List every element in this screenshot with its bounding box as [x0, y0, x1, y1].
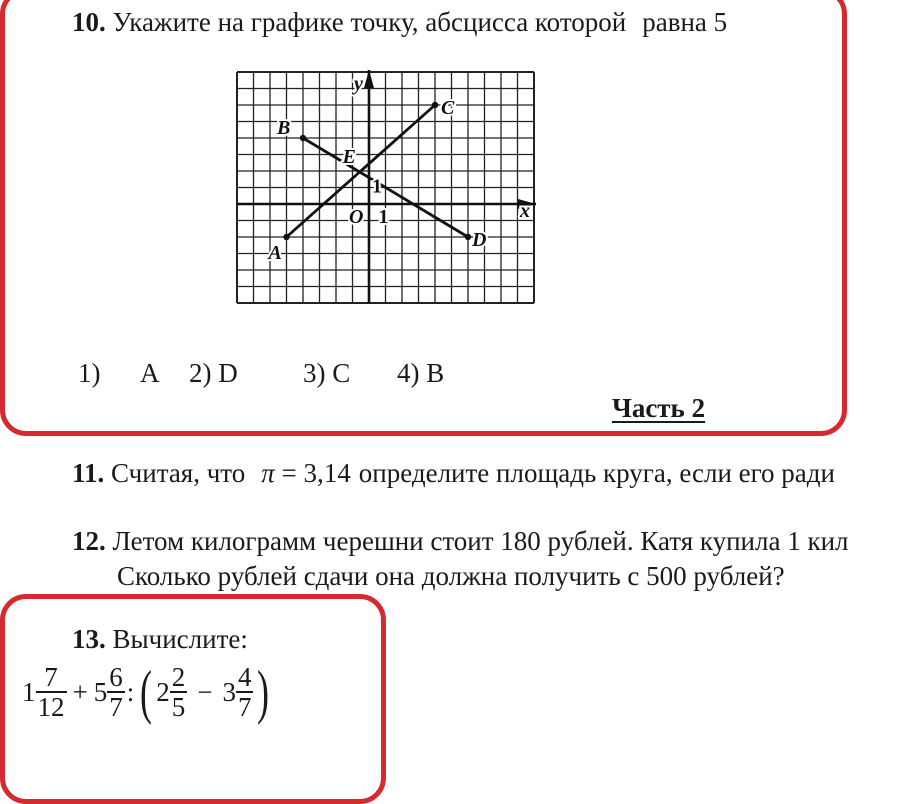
- option-1-label: A: [140, 358, 160, 388]
- option-2[interactable]: [189, 358, 238, 389]
- minus-operator: −: [197, 676, 213, 707]
- task-13-text: Вычислите:: [112, 624, 248, 654]
- option-4[interactable]: [397, 358, 444, 389]
- plus-operator: +: [72, 676, 88, 707]
- term-4-fraction: [236, 663, 254, 721]
- label-e: E: [342, 146, 356, 168]
- term-2-fraction: [107, 663, 125, 721]
- option-4-label: B: [426, 358, 445, 388]
- term-3-numerator: 2: [171, 662, 186, 692]
- left-parenthesis: (: [140, 659, 153, 725]
- term-1-denominator: 12: [37, 692, 65, 722]
- option-1-number: 1): [78, 358, 101, 388]
- divide-operator: :: [126, 676, 135, 707]
- term-2-whole: 5: [93, 676, 108, 707]
- unit-x-label: 1: [378, 206, 389, 228]
- task-10-text: Укажите на графике точку, абсцисса которой: [112, 7, 627, 37]
- task-11-text-a: Считая, что: [111, 458, 246, 488]
- option-2-label: D: [218, 358, 238, 388]
- term-2-numerator: 6: [109, 662, 123, 692]
- option-4-number: 4): [397, 358, 420, 388]
- term-1-fraction: [36, 663, 67, 721]
- label-d: D: [472, 229, 487, 251]
- option-3[interactable]: [303, 358, 350, 389]
- pi-symbol: π: [261, 458, 275, 488]
- part-2-heading: Часть 2: [612, 393, 706, 423]
- task-10-number: 10.: [72, 7, 106, 37]
- labels: [267, 73, 531, 264]
- option-1-value[interactable]: [140, 358, 160, 389]
- unit-y-label: 1: [372, 175, 382, 198]
- term-4-denominator: 7: [237, 692, 252, 722]
- task-12-number: 12.: [72, 526, 106, 556]
- option-1[interactable]: [78, 358, 101, 389]
- term-4-whole: 3: [222, 676, 236, 707]
- math-expression: [22, 659, 273, 725]
- task-12-line-1: [72, 528, 849, 555]
- coordinate-graph: [225, 64, 545, 308]
- task-10-text-end: равна 5: [642, 7, 728, 37]
- task-12-text-1: Летом килограмм черешни стоит 180 рублей. Катя купила 1 кил: [112, 526, 849, 556]
- y-axis-label: y: [354, 73, 363, 95]
- term-1-whole: 1: [22, 676, 36, 707]
- label-b: B: [277, 117, 291, 139]
- task-11-text-c: определите площадь круга, если его ради: [358, 458, 835, 488]
- point-a: [283, 234, 289, 240]
- term-3-whole: 2: [156, 676, 170, 707]
- task-13-number: 13.: [72, 624, 106, 654]
- option-3-number: 3): [303, 358, 326, 388]
- term-4-numerator: 4: [237, 662, 252, 692]
- point-c: [432, 102, 438, 108]
- term-1-numerator: 7: [44, 662, 58, 692]
- option-3-label: C: [332, 358, 351, 388]
- task-11: [72, 460, 835, 487]
- right-parenthesis: ): [257, 659, 270, 725]
- task-10-heading: [72, 9, 727, 36]
- task-11-number: 11.: [72, 458, 105, 488]
- x-axis-label: x: [520, 200, 530, 222]
- label-c: C: [441, 97, 455, 119]
- label-a: A: [268, 242, 282, 264]
- task-11-text-b: = 3,14: [281, 458, 351, 488]
- option-2-number: 2): [189, 358, 212, 388]
- point-d: [465, 234, 471, 240]
- point-b: [300, 135, 306, 141]
- term-2-denominator: 7: [109, 692, 123, 722]
- term-3-denominator: 5: [171, 692, 186, 722]
- origin-label: O: [349, 206, 364, 228]
- task-12-line-2: Сколько рублей сдачи она должна получить с 500 рублей?: [117, 561, 785, 591]
- term-3-fraction: [170, 663, 188, 721]
- task-13-heading: [72, 626, 248, 653]
